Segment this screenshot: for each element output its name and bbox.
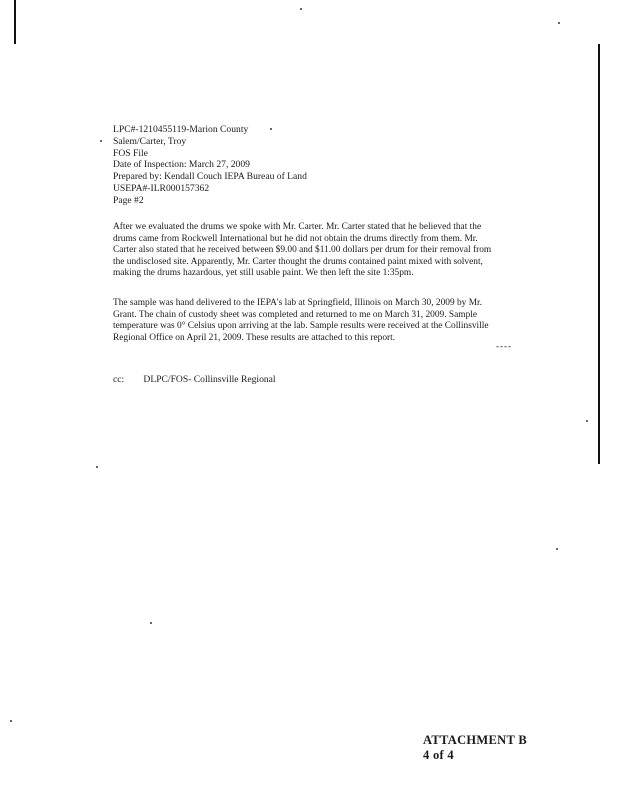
cc-line <box>113 374 276 386</box>
scan-speck <box>586 420 588 422</box>
scan-speck <box>10 720 12 722</box>
header-line: LPC#-1210455119-Marion County <box>113 124 249 135</box>
body-paragraph: After we evaluated the drums we spoke with Mr. Carter. Mr. Carter stated that he believed that the drums came from Rockwell International but he did not obtain the drums directly from them. Mr. Carter also stated that he received between $9.00 and $11.00 dollars per drum for their removal from the undisclosed site. Apparently, Mr. Carter thought the drums contained paint mixed with solvent, making the drums hazardous, yet still usable paint. We then left the site 1:35pm. <box>113 222 492 279</box>
cc-recipient: DLPC/FOS- Collinsville Regional <box>143 374 276 385</box>
scan-speck <box>150 622 152 624</box>
attachment-title: ATTACHMENT B <box>423 733 527 747</box>
report-header <box>113 124 443 207</box>
scan-edge-line <box>14 0 16 44</box>
cc-label: cc: <box>113 374 125 385</box>
body-paragraph: The sample was hand delivered to the IEPA's lab at Springfield, Illinois on March 30, 2009 by Mr. Grant. The chain of custody sheet was completed and returned to me on March 31, 2009. Sample temperature was 0° Celsius upon arriving at the lab. Sample results were received at the Collinsville Regional Office on April 21, 2009. These results are attached to this report. <box>113 298 489 343</box>
margin-dash-mark: ---- <box>496 341 512 351</box>
scan-edge-line-right <box>598 44 600 464</box>
header-line: Salem/Carter, Troy <box>113 135 187 147</box>
scan-speck <box>558 22 560 24</box>
header-line: Date of Inspection: March 27, 2009 <box>113 159 250 171</box>
header-line: Prepared by: Kendall Couch IEPA Bureau of Land <box>113 171 307 183</box>
scan-speck <box>100 140 102 142</box>
attachment-label <box>423 733 527 763</box>
scan-speck <box>96 466 98 468</box>
scan-speck <box>556 548 558 550</box>
header-line: Page #2 <box>113 194 144 206</box>
scan-speck <box>300 8 302 10</box>
header-line: FOS File <box>113 147 148 159</box>
attachment-page-count: 4 of 4 <box>423 748 454 762</box>
header-line: USEPA#-ILR000157362 <box>113 182 210 194</box>
